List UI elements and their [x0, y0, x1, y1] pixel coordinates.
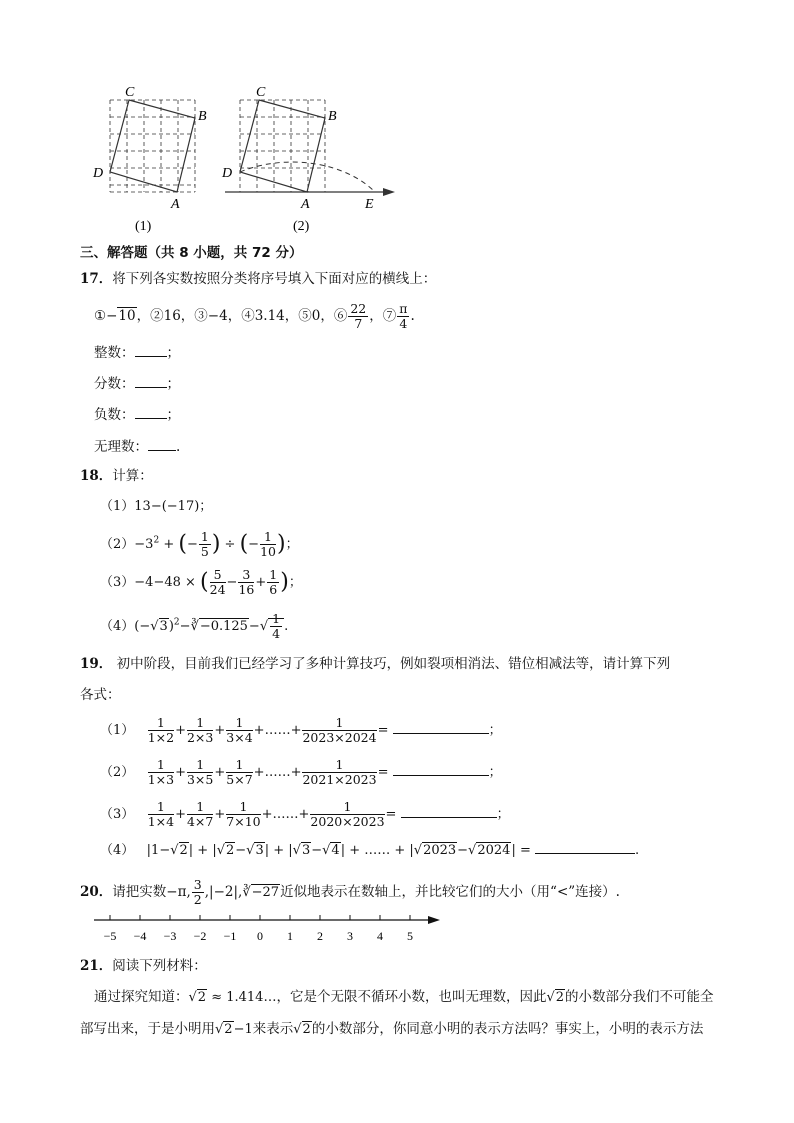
- q17-category-fraction: 分数： ；: [94, 376, 180, 392]
- q19-stem-line2: 各式：: [80, 687, 121, 703]
- answer-blank[interactable]: [135, 356, 167, 357]
- label-b-1: B: [198, 109, 207, 124]
- geometry-figure: [85, 80, 405, 240]
- tick-label: 1: [287, 929, 293, 943]
- number-line: [90, 910, 450, 946]
- q19-part2: （2） $\frac{1}{1\times 3}$ + $\frac{1}{3\times 5}$ + $\frac{1}{5\times 7}$ +……+ $\frac{1}{2021\times 2023}$ = ；: [100, 757, 502, 787]
- section-title: 三、解答题（共 8 小题，共 72 分）: [80, 245, 303, 261]
- label-a-2: A: [301, 197, 310, 212]
- label-a-1: A: [171, 197, 180, 212]
- q17-number-list: ①−10，②16，③−4，④3.14，⑤0，⑥: [94, 308, 348, 324]
- label-d-2: D: [222, 166, 233, 181]
- label-d-1: D: [93, 166, 104, 181]
- q17-text: 将下列各实数按照分类将序号填入下面对应的横线上：: [112, 271, 437, 287]
- q21-para-line2: 部写出来，于是小明用√2−1来表示√2的小数部分，你同意小明的表示方法吗？事实上，小明的表示方法: [80, 1021, 704, 1037]
- q20-stem: 20．请把实数−π, $\frac{3}{2}$ ,|−2|,∛−27近似地表示在数轴上，并比较它们的大小（用“<”连接）.: [80, 877, 620, 907]
- tick-label: −5: [103, 929, 117, 943]
- tick-label: 0: [257, 929, 263, 943]
- tick-label: 5: [407, 929, 413, 943]
- q18-part2: $(2)-3^2$ + (− $\frac{1}{5}$ ) ÷ (− $\frac{1}{10}$ )；: [100, 529, 299, 559]
- caption-1: (1): [135, 219, 152, 234]
- q19-part4: （4） |1−√2| + |√2−√3| + |√3−√4| + …… + |√2023−√2024| = .: [100, 843, 640, 858]
- square-abcd-2: [240, 100, 325, 192]
- q17-number: 17．: [80, 271, 113, 287]
- tick-label: 3: [347, 929, 353, 943]
- answer-blank[interactable]: [393, 733, 489, 734]
- label-c-1: C: [125, 85, 135, 100]
- q17-category-integer: 整数： ；: [94, 345, 180, 361]
- tick-label: −3: [163, 929, 177, 943]
- tick-label: −1: [223, 929, 237, 943]
- answer-blank[interactable]: [135, 387, 167, 388]
- fraction-pi-4: $\frac{\pi}{4}$: [399, 301, 408, 331]
- tick-label: −4: [133, 929, 147, 943]
- caption-2: (2): [293, 219, 310, 234]
- q19-part1: （1） $\frac{1}{1\times 2}$ + $\frac{1}{2\times 3}$ + $\frac{1}{3\times 4}$ +……+ $\frac{1}{2023\times 2024}$ = ；: [100, 715, 502, 745]
- tick-label: 2: [317, 929, 323, 943]
- q18-part3: （3）−4−48 × ( $\frac{5}{24}$ − $\frac{3}{16}$ + $\frac{1}{6}$ )；: [100, 567, 302, 597]
- label-c-2: C: [256, 85, 266, 100]
- label-b-2: B: [328, 109, 337, 124]
- q17-category-negative: 负数： ；: [94, 407, 180, 423]
- q17-category-irrational: 无理数： .: [94, 439, 181, 455]
- number-line-ticks: [104, 915, 413, 943]
- q21-para-line1: 通过探究知道：√2 ≈ 1.414…，它是个无限不循环小数，也叫无理数，因此√2的小数部分我们不可能全: [94, 989, 714, 1005]
- q18-stem: 18．计算：: [80, 468, 153, 484]
- q18-part4: $(4)(-√3)^2-∛-0.125-√$ $\frac{1}{4}$ .: [100, 611, 289, 641]
- fraction-22-7: $\frac{22}{7}$: [350, 301, 367, 331]
- figure-2: [225, 100, 395, 196]
- figure-1: [110, 100, 195, 192]
- square-abcd-1: [110, 100, 195, 192]
- tick-label: −2: [193, 929, 207, 943]
- answer-blank[interactable]: [393, 775, 489, 776]
- q17-stem: [80, 270, 436, 288]
- answer-blank[interactable]: [535, 853, 635, 854]
- q21-stem: 21．阅读下列材料：: [80, 958, 207, 974]
- label-e-2: E: [365, 197, 374, 212]
- tick-label: 4: [377, 929, 383, 943]
- q17-numbers: ①−10，②16，③−4，④3.14，⑤0，⑥ $\frac{22}{7}$ ，⑦ $\frac{\pi}{4}$ .: [94, 301, 415, 331]
- q19-part3: （3） $\frac{1}{1\times 4}$ + $\frac{1}{4\times 7}$ + $\frac{1}{7\times 10}$ +……+ $\frac{1}{2020\times 2023}$ = ；: [100, 799, 510, 829]
- answer-blank[interactable]: [135, 418, 167, 419]
- q19-stem-line1: 19． 初中阶段，目前我们已经学习了多种计算技巧，例如裂项相消法、错位相减法等，请计算下列: [80, 656, 671, 672]
- q18-part1: （1）13−(−17)；: [100, 499, 213, 514]
- answer-blank[interactable]: [401, 817, 497, 818]
- answer-blank[interactable]: [148, 450, 176, 451]
